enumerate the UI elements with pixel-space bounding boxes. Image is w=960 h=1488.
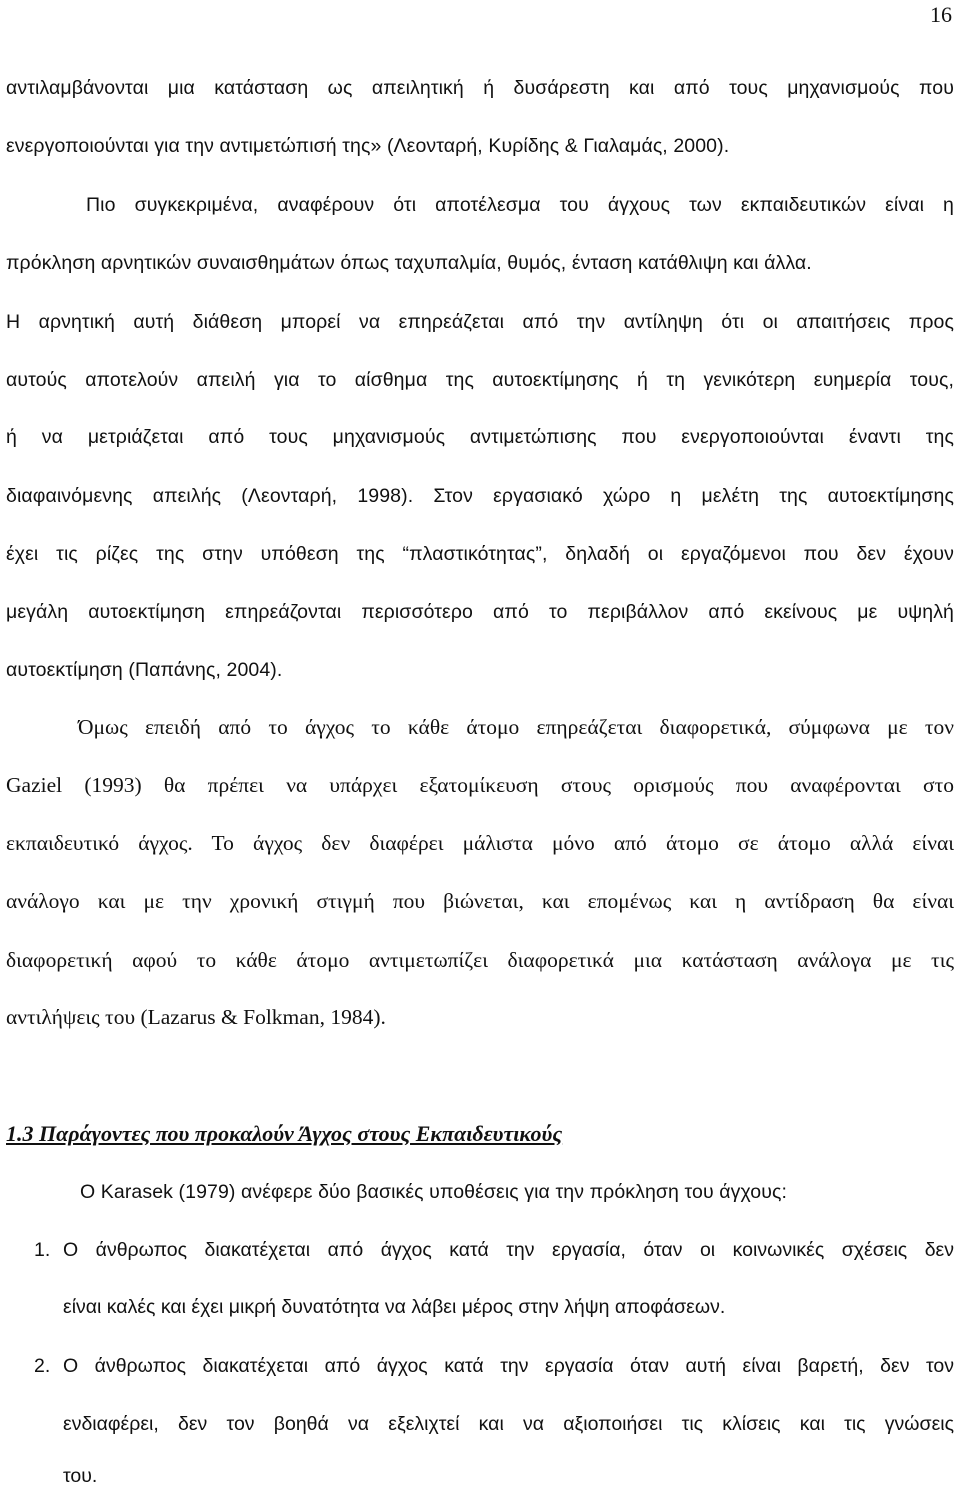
section-heading: 1.3 Παράγοντες που προκαλούν Άγχος στους Εκπαιδευτικούς — [6, 1121, 563, 1146]
list-item-number: 1. — [34, 1239, 51, 1261]
text-line: Όμως επειδή από το άγχος το κάθε άτομο επηρεάζεται διαφορετικά, σύμφωνα με τον — [78, 715, 954, 739]
text-line: έχει τις ρίζες της στην υπόθεση της “πλαστικότητας”, δηλαδή οι εργαζόμενοι που δεν έχουν — [6, 543, 954, 565]
list-item-number: 2. — [34, 1355, 51, 1377]
text-line: μεγάλη αυτοεκτίμηση επηρεάζονται περισσότερο από το περιβάλλον από εκείνους με υψηλή — [6, 601, 954, 623]
text-line: Η αρνητική αυτή διάθεση μπορεί να επηρεάζεται από την αντίληψη ότι οι απαιτήσεις προς — [6, 311, 954, 333]
page-number: 16 — [930, 2, 952, 27]
text-line: ανάλογο και με την χρονική στιγμή που βιώνεται, και επομένως και η αντίδραση θα είναι — [6, 889, 954, 913]
text-line: Gaziel (1993) θα πρέπει να υπάρχει εξατομίκευση στους ορισμούς που αναφέρονται στο — [6, 773, 954, 797]
list-item-line: Ο άνθρωπος διακατέχεται από άγχος κατά την εργασία όταν αυτή είναι βαρετή, δεν τον — [63, 1355, 954, 1377]
list-item-line: ενδιαφέρει, δεν τον βοηθά να εξελιχτεί και να αξιοποιήσει τις κλίσεις και τις γνώσεις — [63, 1413, 954, 1435]
text-line: αυτοεκτίμηση (Παπάνης, 2004). — [6, 659, 283, 681]
text-line: εκπαιδευτικό άγχος. Το άγχος δεν διαφέρει μάλιστα μόνο από άτομο σε άτομο αλλά είναι — [6, 831, 954, 855]
text-line: διαφορετική αφού το κάθε άτομο αντιμετωπίζει διαφορετικά μια κατάσταση ανάλογα με τις — [6, 948, 954, 972]
list-item-line: του. — [63, 1465, 98, 1487]
text-line: διαφαινόμενης απειλής (Λεονταρή, 1998). Στον εργασιακό χώρο η μελέτη της αυτοεκτίμησης — [6, 485, 954, 507]
text-line: αντιλήψεις του (Lazarus & Folkman, 1984). — [6, 1005, 386, 1029]
list-item-line: είναι καλές και έχει μικρή δυνατότητα να λάβει μέρος στην λήψη αποφάσεων. — [63, 1296, 726, 1318]
text-line: ενεργοποιούνται για την αντιμετώπισή της» (Λεονταρή, Κυρίδης & Γιαλαμάς, 2000). — [6, 135, 730, 157]
text-line: αυτούς αποτελούν απειλή για το αίσθημα της αυτοεκτίμησης ή τη γενικότερη ευημερία τους, — [6, 369, 954, 391]
list-item-line: Ο άνθρωπος διακατέχεται από άγχος κατά την εργασία, όταν οι κοινωνικές σχέσεις δεν — [63, 1239, 954, 1261]
text-line: ή να μετριάζεται από τους μηχανισμούς αντιμετώπισης που ενεργοποιούνται έναντι της — [6, 426, 954, 448]
text-line: αντιλαμβάνονται μια κατάσταση ως απειλητική ή δυσάρεστη και από τους μηχανισμούς που — [6, 77, 954, 99]
text-line: Πιο συγκεκριμένα, αναφέρουν ότι αποτέλεσμα του άγχους των εκπαιδευτικών είναι η — [86, 194, 954, 216]
section-intro: Ο Karasek (1979) ανέφερε δύο βασικές υποθέσεις για την πρόκληση του άγχους: — [80, 1181, 788, 1203]
text-line: πρόκληση αρνητικών συναισθημάτων όπως ταχυπαλμία, θυμός, ένταση κατάθλιψη και άλλα. — [6, 252, 812, 274]
